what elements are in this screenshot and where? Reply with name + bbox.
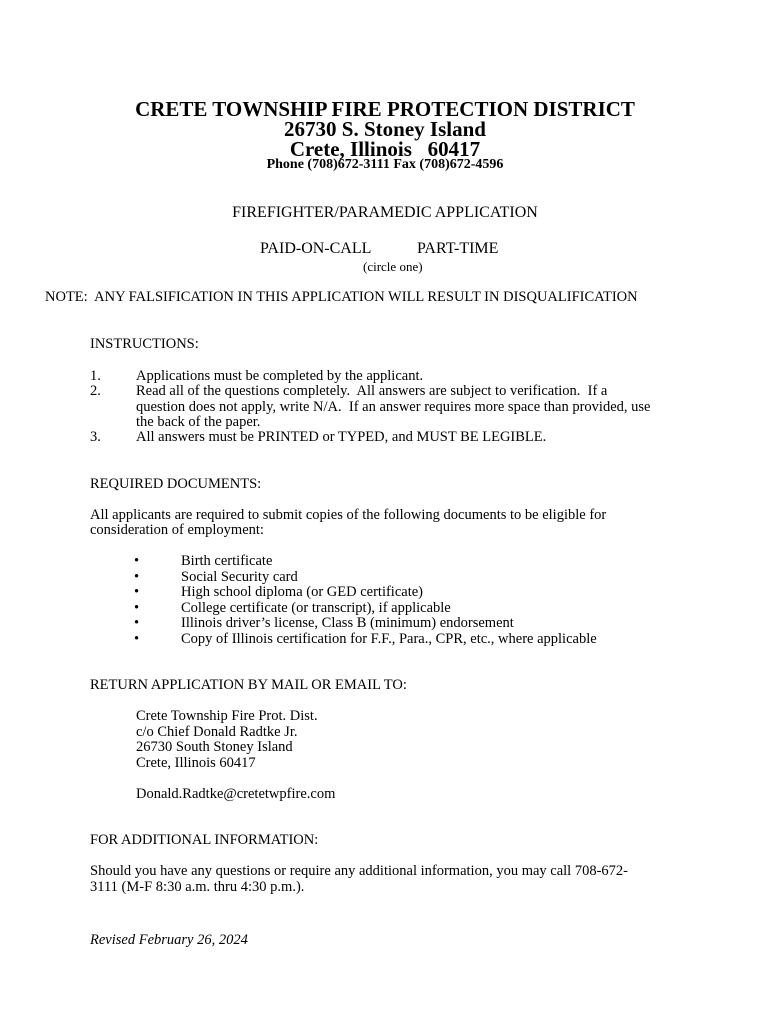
- district-address: 26730 S. Stoney Island: [284, 117, 486, 141]
- bullet-icon: •: [134, 553, 140, 569]
- form-title: FIREFIGHTER/PARAMEDIC APPLICATION: [232, 204, 538, 221]
- instruction-number: 1.: [90, 368, 101, 384]
- instruction-line: All answers must be PRINTED or TYPED, and MUST BE LEGIBLE.: [136, 429, 547, 445]
- instructions-heading: INSTRUCTIONS:: [90, 336, 199, 352]
- instruction-number: 2.: [90, 383, 101, 399]
- option-paid-on-call[interactable]: PAID-ON-CALL: [260, 240, 372, 257]
- document-item: High school diploma (or GED certificate): [181, 584, 423, 600]
- circle-one-hint: (circle one): [363, 259, 423, 274]
- district-contact: Phone (708)672-3111 Fax (708)672-4596: [266, 157, 504, 172]
- instruction-line: the back of the paper.: [136, 414, 261, 430]
- falsification-note: NOTE: ANY FALSIFICATION IN THIS APPLICATION WILL RESULT IN DISQUALIFICATION: [45, 289, 638, 305]
- district-city: Crete, Illinois 60417: [289, 137, 481, 161]
- required-intro-line: All applicants are required to submit copies of the following documents to be eligible for: [90, 507, 607, 523]
- district-name: CRETE TOWNSHIP FIRE PROTECTION DISTRICT: [135, 97, 635, 121]
- required-intro-line: consideration of employment:: [90, 522, 264, 538]
- additional-info-line: Should you have any questions or require any additional information, you may call 708-672-: [90, 863, 628, 879]
- document-item: Social Security card: [181, 569, 298, 585]
- bullet-icon: •: [134, 615, 140, 631]
- return-address-line: Crete, Illinois 60417: [136, 755, 256, 771]
- return-address-line: c/o Chief Donald Radtke Jr.: [136, 724, 298, 740]
- return-address-line: Crete Township Fire Prot. Dist.: [136, 708, 318, 724]
- instruction-number: 3.: [90, 429, 101, 445]
- bullet-icon: •: [134, 569, 140, 585]
- revision-date: Revised February 26, 2024: [90, 932, 248, 948]
- option-part-time[interactable]: PART-TIME: [417, 240, 499, 257]
- required-documents-heading: REQUIRED DOCUMENTS:: [90, 476, 262, 492]
- return-email[interactable]: Donald.Radtke@cretetwpfire.com: [136, 786, 336, 802]
- bullet-icon: •: [134, 600, 140, 616]
- document-item: College certificate (or transcript), if applicable: [181, 600, 451, 616]
- instruction-line: Read all of the questions completely. All answers are subject to verification. If a: [136, 383, 608, 399]
- bullet-icon: •: [134, 584, 140, 600]
- additional-info-heading: FOR ADDITIONAL INFORMATION:: [90, 832, 319, 848]
- document-item: Birth certificate: [181, 553, 273, 569]
- bullet-icon: •: [134, 631, 140, 647]
- instruction-line: question does not apply, write N/A. If an answer requires more space than provided, use: [136, 399, 651, 415]
- document-item: Copy of Illinois certification for F.F., Para., CPR, etc., where applicable: [181, 631, 597, 647]
- additional-info-line: 3111 (M-F 8:30 a.m. thru 4:30 p.m.).: [90, 879, 305, 895]
- document-item: Illinois driver’s license, Class B (minimum) endorsement: [181, 615, 514, 631]
- return-heading: RETURN APPLICATION BY MAIL OR EMAIL TO:: [90, 677, 407, 693]
- return-address-line: 26730 South Stoney Island: [136, 739, 293, 755]
- instruction-line: Applications must be completed by the applicant.: [136, 368, 424, 384]
